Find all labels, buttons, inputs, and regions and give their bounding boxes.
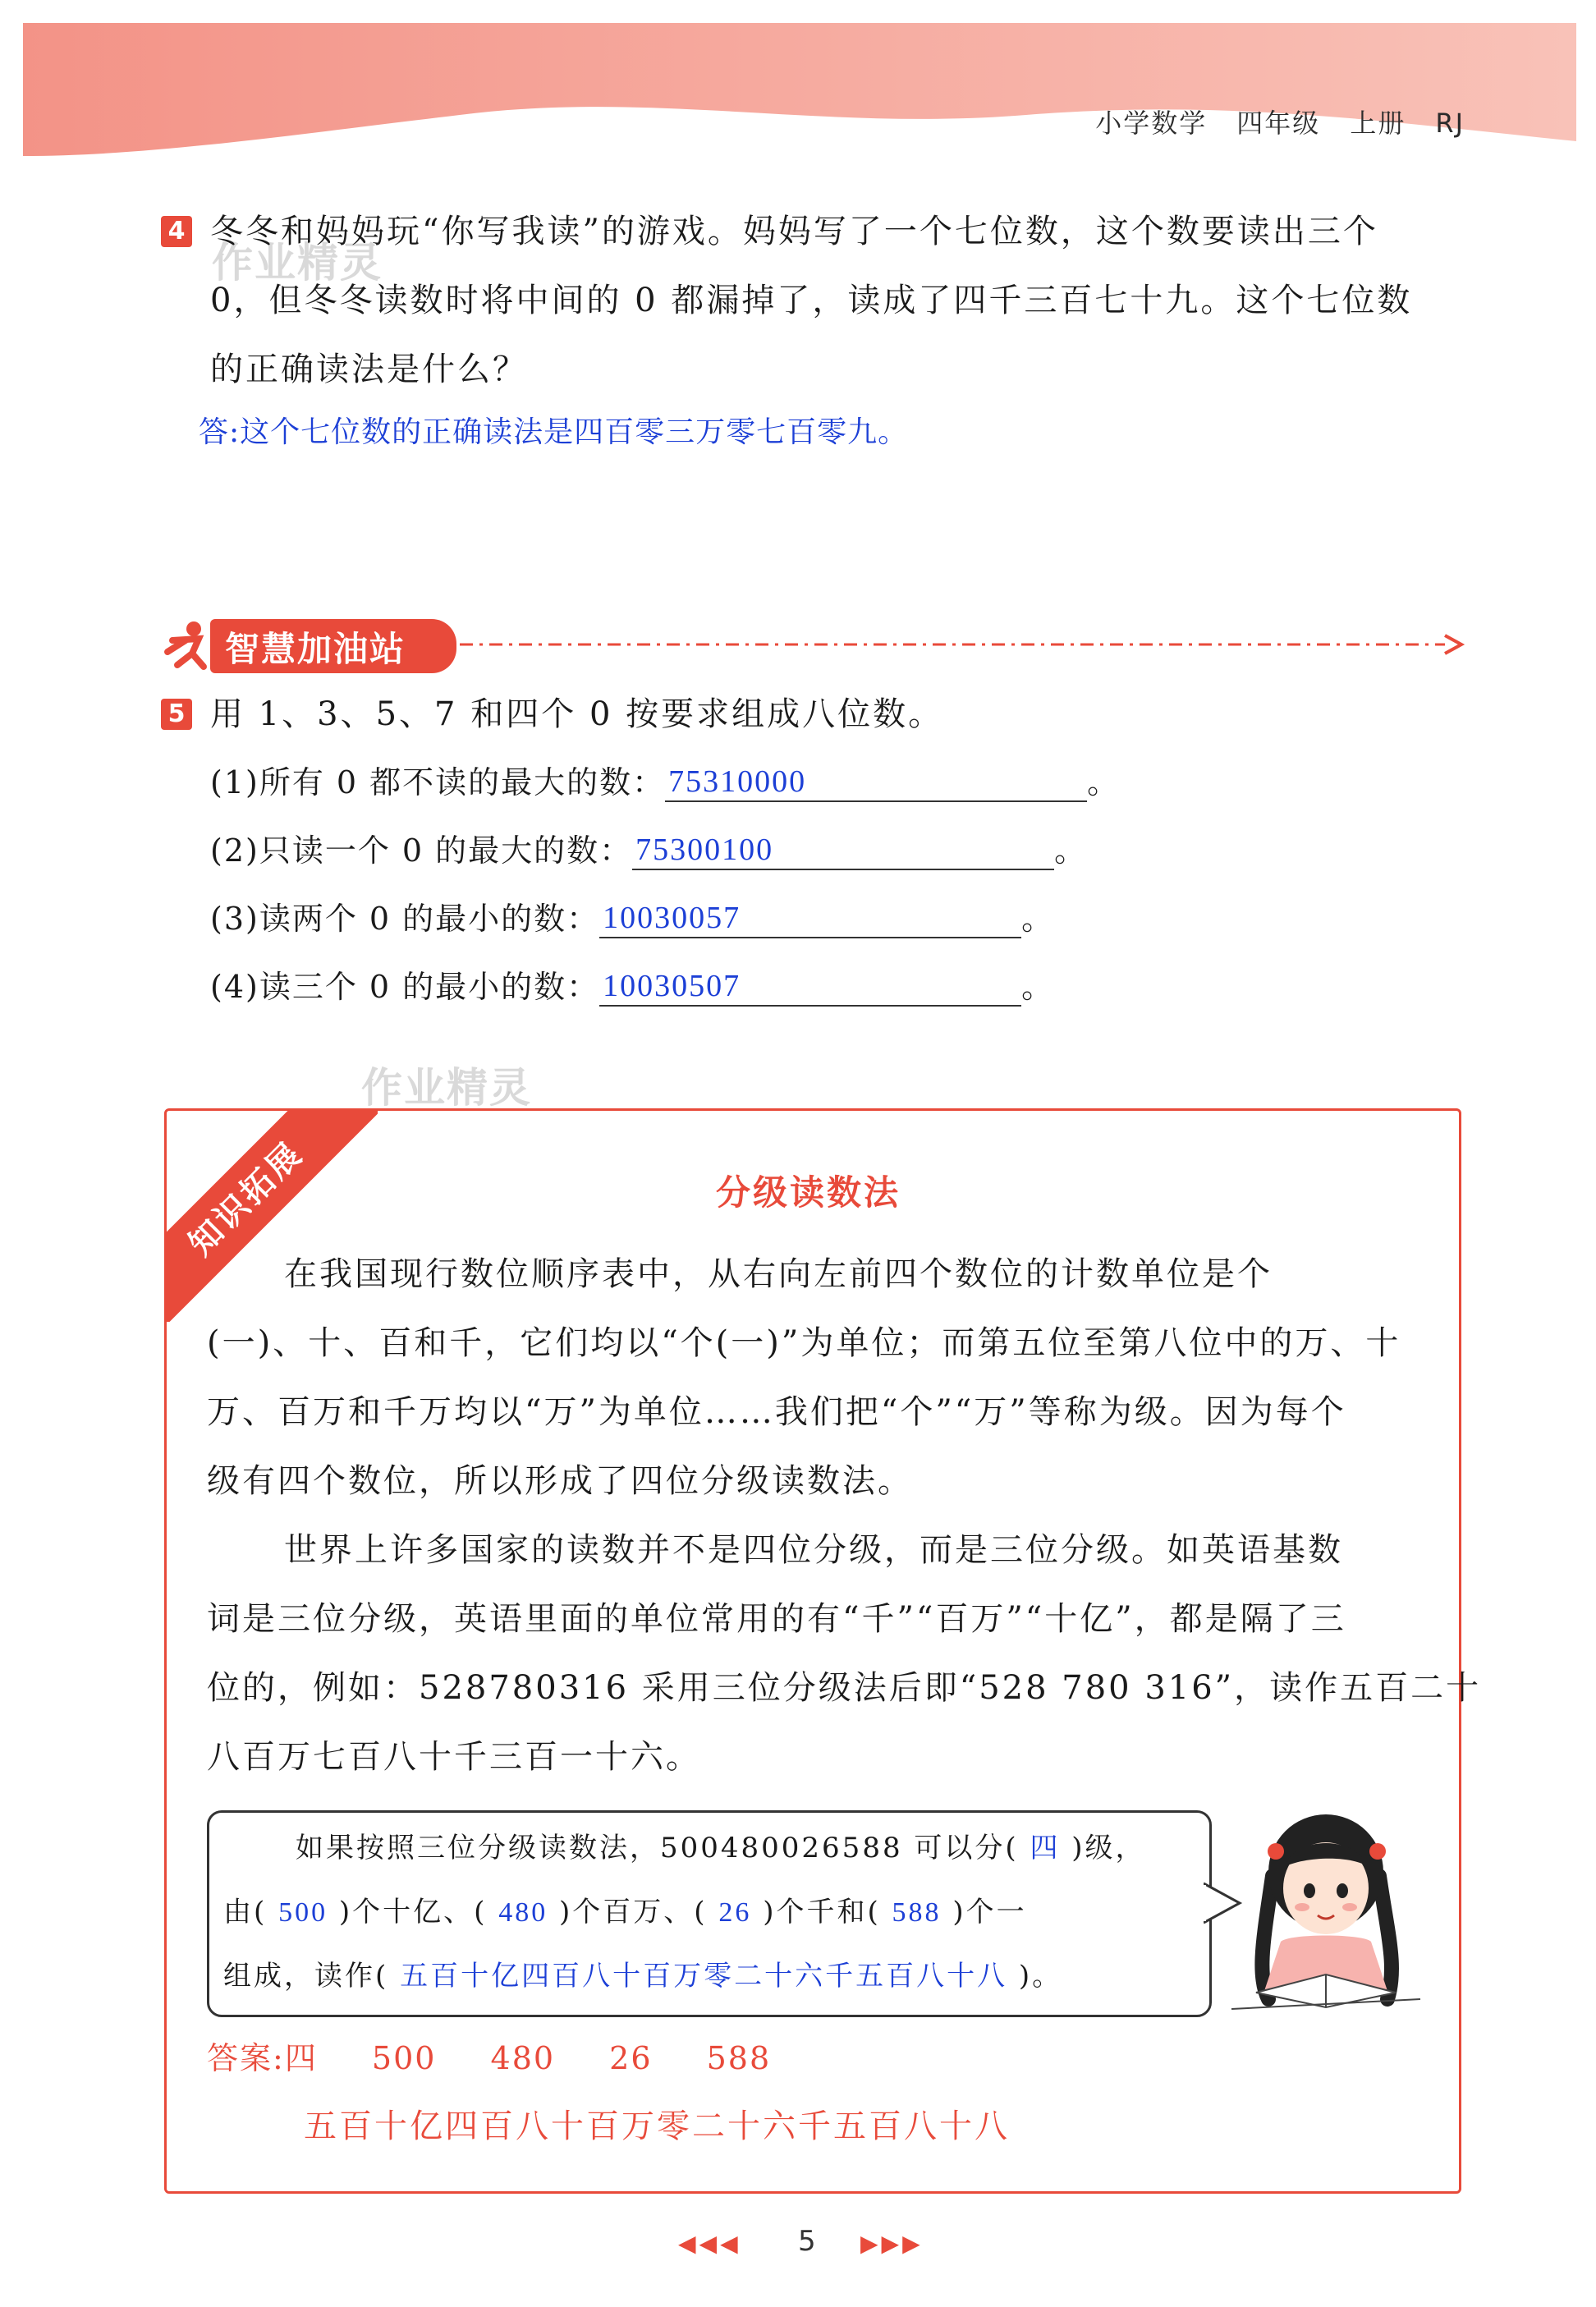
knowledge-answer-4: 26 bbox=[609, 2040, 653, 2076]
bubble-answer-reading: 五百十亿四百八十百万零二十六千五百八十八 bbox=[400, 1961, 1008, 1992]
question-4-line-3: 的正确读法是什么？ bbox=[210, 351, 528, 388]
item-3-label: (3)读两个 0 的最小的数： bbox=[210, 901, 600, 937]
item-2-end: 。 bbox=[1054, 832, 1088, 869]
question-5-stem: 用 1、3、5、7 和四个 0 按要求组成八位数。 bbox=[210, 695, 944, 733]
item-2-answer: 75300100 bbox=[632, 831, 1054, 870]
bubble-line-1-text-a: 如果按照三位分级读数法，500480026588 可以分( bbox=[296, 1832, 1019, 1864]
bubble-answer-thousands: 26 bbox=[718, 1897, 752, 1928]
knowledge-answer-reading: 五百十亿四百八十百万零二十六千五百八十八 bbox=[304, 2107, 1010, 2145]
knowledge-p2-line-2: 词是三位分级，英语里面的单位常用的有“千”“百万”“十亿”，都是隔了三 bbox=[207, 1600, 1346, 1638]
knowledge-ribbon-label: 知识拓展 bbox=[164, 1108, 378, 1322]
knowledge-answer-row bbox=[207, 2033, 771, 2078]
question-5-item-3 bbox=[210, 893, 1054, 938]
section-title: 智慧加油站 bbox=[225, 629, 406, 669]
knowledge-title: 分级读数法 bbox=[716, 1172, 901, 1213]
question-4-line-1: 冬冬和妈妈玩“你写我读”的游戏。妈妈写了一个七位数，这个数要读出三个 bbox=[210, 213, 1378, 250]
item-2-label: (2)只读一个 0 的最大的数： bbox=[210, 832, 633, 869]
knowledge-answer-1: 四 bbox=[284, 2040, 318, 2076]
item-4-answer: 10030507 bbox=[599, 967, 1021, 1007]
bubble-line-2-text-e: )个一 bbox=[952, 1896, 1027, 1929]
bubble-line-2-text-a: 由( bbox=[223, 1896, 268, 1929]
bubble-answer-ones: 588 bbox=[892, 1897, 942, 1928]
header-title bbox=[1066, 103, 1465, 140]
bubble-line-3-text-b: )。 bbox=[1018, 1960, 1063, 1993]
knowledge-answer-2: 500 bbox=[371, 2040, 437, 2076]
knowledge-p1-line-2: (一)、十、百和千，它们均以“个(一)”为单位；而第五位至第八位中的万、十 bbox=[207, 1324, 1401, 1362]
question-4-number: 4 bbox=[161, 216, 192, 247]
item-3-answer: 10030057 bbox=[599, 899, 1021, 938]
knowledge-p1-line-1: 在我国现行数位顺序表中，从右向左前四个数位的计数单位是个 bbox=[284, 1255, 1273, 1293]
knowledge-answer-label: 答案: bbox=[207, 2040, 285, 2076]
knowledge-answer-5: 588 bbox=[706, 2040, 772, 2076]
header-subject: 小学数学 bbox=[1095, 108, 1208, 139]
watermark-middle: 作业精灵 bbox=[361, 1064, 532, 1112]
knowledge-p2-line-3: 位的，例如：528780316 采用三位分级法后即“528 780 316”，读作五百二十 bbox=[207, 1669, 1482, 1707]
bubble-line-3-text-a: 组成，读作( bbox=[223, 1960, 389, 1993]
next-page-arrows[interactable]: ▶▶▶ bbox=[860, 2230, 924, 2257]
header-volume: 上册 bbox=[1350, 108, 1406, 139]
question-5-number: 5 bbox=[161, 699, 192, 730]
question-5-item-1 bbox=[210, 757, 1120, 802]
item-4-end: 。 bbox=[1021, 969, 1055, 1005]
watermark-top: 作业精灵 bbox=[212, 239, 383, 287]
item-3-end: 。 bbox=[1021, 901, 1055, 937]
item-4-label: (4)读三个 0 的最小的数： bbox=[210, 969, 600, 1005]
bubble-line-2-text-b: )个十亿、( bbox=[338, 1896, 488, 1929]
header-grade: 四年级 bbox=[1236, 108, 1321, 139]
knowledge-p1-line-3: 万、百万和千万均以“万”为单位……我们把“个”“万”等称为级。因为每个 bbox=[207, 1393, 1346, 1431]
prev-page-arrows[interactable]: ◀◀◀ bbox=[678, 2230, 741, 2257]
item-1-answer: 75310000 bbox=[665, 763, 1087, 802]
item-1-label: (1)所有 0 都不读的最大的数： bbox=[210, 764, 666, 800]
question-5-item-4 bbox=[210, 961, 1054, 1007]
header-edition: RJ bbox=[1435, 108, 1465, 139]
bubble-answer-billions: 500 bbox=[278, 1897, 328, 1928]
knowledge-p2-line-4: 八百万七百八十千三百一十六。 bbox=[207, 1738, 701, 1776]
knowledge-answer-3: 480 bbox=[490, 2040, 556, 2076]
bubble-line-1-text-b: )级， bbox=[1071, 1832, 1146, 1864]
question-4-line-2: 0，但冬冬读数时将中间的 0 都漏掉了，读成了四千三百七十九。这个七位数 bbox=[210, 282, 1413, 319]
item-1-end: 。 bbox=[1087, 764, 1121, 800]
bubble-line-1 bbox=[296, 1816, 1146, 1881]
knowledge-p2-line-1: 世界上许多国家的读数并不是四位分级，而是三位分级。如英语基数 bbox=[284, 1531, 1343, 1569]
bubble-answer-levels: 四 bbox=[1030, 1833, 1061, 1864]
section-divider bbox=[460, 632, 1470, 657]
bubble-line-3 bbox=[223, 1944, 1062, 2009]
bubble-line-2-text-d: )个千和( bbox=[763, 1896, 881, 1929]
page-number: 5 bbox=[798, 2225, 816, 2258]
bubble-line-2 bbox=[223, 1880, 1027, 1945]
question-5-item-2 bbox=[210, 825, 1087, 870]
knowledge-p1-line-4: 级有四个数位，所以形成了四位分级读数法。 bbox=[207, 1462, 913, 1500]
bubble-line-2-text-c: )个百万、( bbox=[559, 1896, 708, 1929]
question-4-answer: 答:这个七位数的正确读法是四百零三万零七百零九。 bbox=[199, 415, 909, 449]
bubble-answer-millions: 480 bbox=[498, 1897, 548, 1928]
girl-reading-illustration bbox=[1223, 1802, 1429, 2024]
